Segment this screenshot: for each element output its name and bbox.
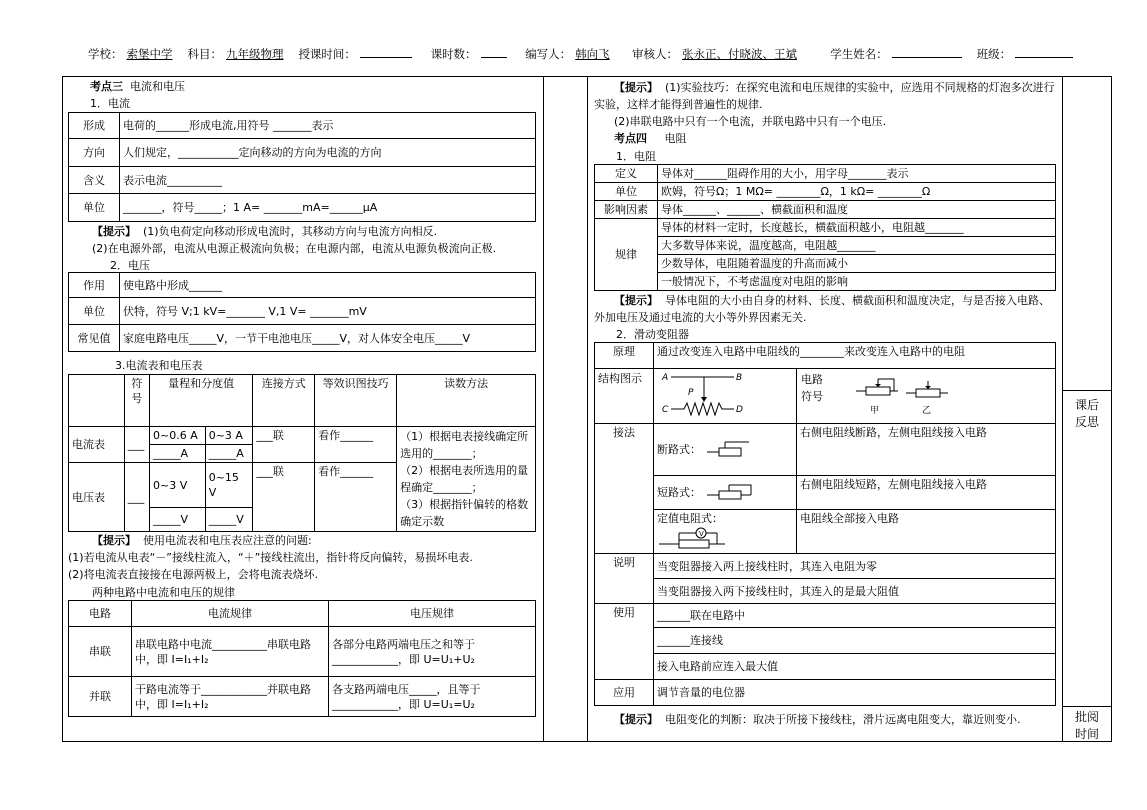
svg-text:V: V bbox=[699, 530, 704, 538]
kd4-s1: 1．电阻 bbox=[616, 150, 656, 163]
wiring-2-cell: 短路式： bbox=[654, 476, 797, 510]
rheostat-structure-icon bbox=[654, 369, 796, 419]
voltage-table: 作用 使电路中形成______ 单位 伏特，符号 V;1 kV=_______ V,1 V= _______mV 常见值 家庭电路电压_____V，一节干电池电压_____V，对人体安全电压_____V bbox=[68, 272, 536, 352]
kd4-heading: 考点四 电阻 bbox=[614, 132, 687, 145]
symbol-b: 乙 bbox=[922, 406, 932, 416]
symbol-a: 甲 bbox=[870, 406, 880, 416]
rheostat-symbol-icon bbox=[852, 373, 972, 419]
voltmeter-label: 电压表 bbox=[69, 463, 125, 532]
tip5: 【提示】 电阻变化的判断：取决于所接下接线柱，滑片远离电阻变大，靠近则变小. bbox=[614, 713, 1021, 726]
reflection-cell[interactable] bbox=[1062, 390, 1112, 713]
reviewer-label: 审核人： bbox=[631, 47, 678, 61]
kd3-s3: 3.电流表和电压表 bbox=[115, 359, 203, 372]
rheostat-table: 原理 通过改变连入电路中电阻线的________来改变连入电路中的电阻 结构图示 A B C D P 电路符号 甲 乙 接法 断路式： 右侧电阻线断路，左侧电阻线接入电路 短路式： 右侧电阻线短路，左侧电阻线接入电路 定值电阻式： V 电阻线全部接入电路 说明 当变阻器接入两上接线柱时，其连入电阻为零 当变阻器接入两下接线柱时，其连入的是最大阻值 使用 ______联在电路中 ______连接线 接入电路前应连入最大值 应用 调节音量的电位器 bbox=[594, 342, 1056, 706]
tip3: 【提示】 (1)实验技巧：在探究电流和电压规律的实验中，应选用不同规格的灯泡多次进行实验，这样才能得到普遍性的规律. (2)串联电路中只有一个电流，并联电路中只有一个电压. bbox=[594, 81, 1055, 128]
time-blank[interactable] bbox=[360, 46, 412, 58]
kd3-s2: 2．电压 bbox=[110, 259, 150, 272]
reviewers: 张永正、付晓波、王斌 bbox=[681, 47, 797, 61]
class-label: 班级： bbox=[976, 47, 1012, 61]
diag-letter-d: D bbox=[736, 405, 743, 415]
reading-2: （2）根据电表所选用的量程确定_______； bbox=[400, 464, 529, 494]
meter-table: 符号 量程和分度值 连接方式 等效识图技巧 读数方法 电流表 ___ 0~0.6 A 0~3 A ___联 看作______ （1）根据电表接线确定所选用的_______； （2）根据电表所选用的量程确定_______； （3）根据指针偏转的格数确定示数 _____A _____A 电压表 ___ 0~3 V 0~15 V ___联 看作______ _____V _____V bbox=[68, 374, 536, 532]
tip1-b: (2)在电源外部，电流从电源正极流向负极；在电源内部，电流从电源负极流向正极. bbox=[92, 242, 497, 255]
tip2-c: (2)将电流表直接接在电源两极上，会将电流表烧坏. bbox=[68, 568, 319, 581]
hours-label: 课时数： bbox=[430, 47, 477, 61]
reflection-label: 课后反思 bbox=[1074, 398, 1099, 429]
header bbox=[88, 46, 1098, 62]
short-circuit-icon bbox=[705, 483, 757, 503]
review-cell[interactable] bbox=[1062, 706, 1112, 745]
subject-label: 科目： bbox=[187, 47, 222, 61]
kd3-s1: 1．电流 bbox=[90, 97, 130, 110]
subject: 九年级物理 bbox=[225, 47, 284, 61]
class-blank[interactable] bbox=[1015, 46, 1073, 58]
current-table: 形成 电荷的______形成电流,用符号 _______表示 方向 人们规定，___________定向移动的方向为电流的方向 含义 表示电流__________ 单位 _______，符号_____；1 A= _______mA=______μA bbox=[68, 112, 536, 222]
ammeter-label: 电流表 bbox=[69, 427, 125, 463]
kd4-s2: 2．滑动变阻器 bbox=[616, 328, 689, 341]
school-label: 学校： bbox=[88, 47, 123, 61]
diag-letter-p: P bbox=[688, 388, 694, 398]
wiring-1-cell: 断路式： bbox=[654, 424, 797, 476]
reading-3: （3）根据指针偏转的格数确定示数 bbox=[400, 498, 529, 528]
fixed-resistor-icon bbox=[657, 526, 727, 552]
school: 索堡中学 bbox=[126, 47, 173, 61]
editor-label: 编写人： bbox=[525, 47, 572, 61]
wiring-3-cell: 定值电阻式： V bbox=[654, 510, 797, 554]
student-blank[interactable] bbox=[892, 46, 962, 58]
law-table: 电路 电流规律 电压规律 串联 串联电路中电流__________串联电路中，即 I=I₁+I₂ 各部分电路两端电压之和等于____________，即 U=U₁+U₂ 并联 干路电流等于____________并联电路中，即 I=I₁+I₂ 各支路两端电压_____，且等于____________，即 U=U₁=U₂ bbox=[68, 600, 536, 717]
tip2-b: (1)若电流从电表“－”接线柱流入，“＋”接线柱流出，指针将反向偏转，易损坏电表. bbox=[68, 551, 473, 564]
tip4: 【提示】 导体电阻的大小由自身的材料、长度、横截面积和温度决定，与是否接入电路、外加电压及通过电流的大小等外界因素无关. bbox=[594, 294, 1050, 324]
hours-blank[interactable] bbox=[481, 46, 507, 58]
structure-diagram bbox=[654, 369, 797, 424]
divider-2 bbox=[587, 76, 588, 742]
student-label: 学生姓名： bbox=[830, 47, 888, 61]
tip1-a: 【提示】 (1)负电荷定向移动形成电流时，其移动方向与电流方向相反. bbox=[92, 225, 438, 238]
reading-1: （1）根据电表接线确定所选用的_______； bbox=[400, 430, 529, 460]
symbol-label: 电路符号 bbox=[801, 373, 823, 403]
tip2-a: 【提示】 使用电流表和电压表应注意的问题: bbox=[92, 534, 312, 547]
editor: 韩向飞 bbox=[575, 47, 610, 61]
kd3-heading: 考点三 电流和电压 bbox=[90, 80, 185, 93]
review-label: 批阅时间 bbox=[1074, 710, 1099, 741]
divider-1 bbox=[543, 76, 544, 742]
resistance-table: 定义 导体对______阻碍作用的大小，用字母_______表示 单位 欧姆，符号Ω；1 MΩ= ________Ω，1 kΩ= ________Ω 影响因素 导体______、______、横截面积和温度 规律 导体的材料一定时，长度越长，横截面积越小，电阻越_______ 大多数导体来说，温度越高，电阻越_______ 少数导体，电阻随着温度的升高而减小 一般情况下，不考虑温度对电阻的影响 bbox=[594, 164, 1056, 291]
kd3-s4: 两种电路中电流和电压的规律 bbox=[92, 586, 235, 599]
diag-letter-b: B bbox=[736, 373, 743, 383]
time-label: 授课时间： bbox=[298, 47, 356, 61]
diag-letter-c: C bbox=[662, 405, 669, 415]
open-circuit-icon bbox=[705, 440, 757, 460]
diag-letter-a: A bbox=[662, 373, 669, 383]
